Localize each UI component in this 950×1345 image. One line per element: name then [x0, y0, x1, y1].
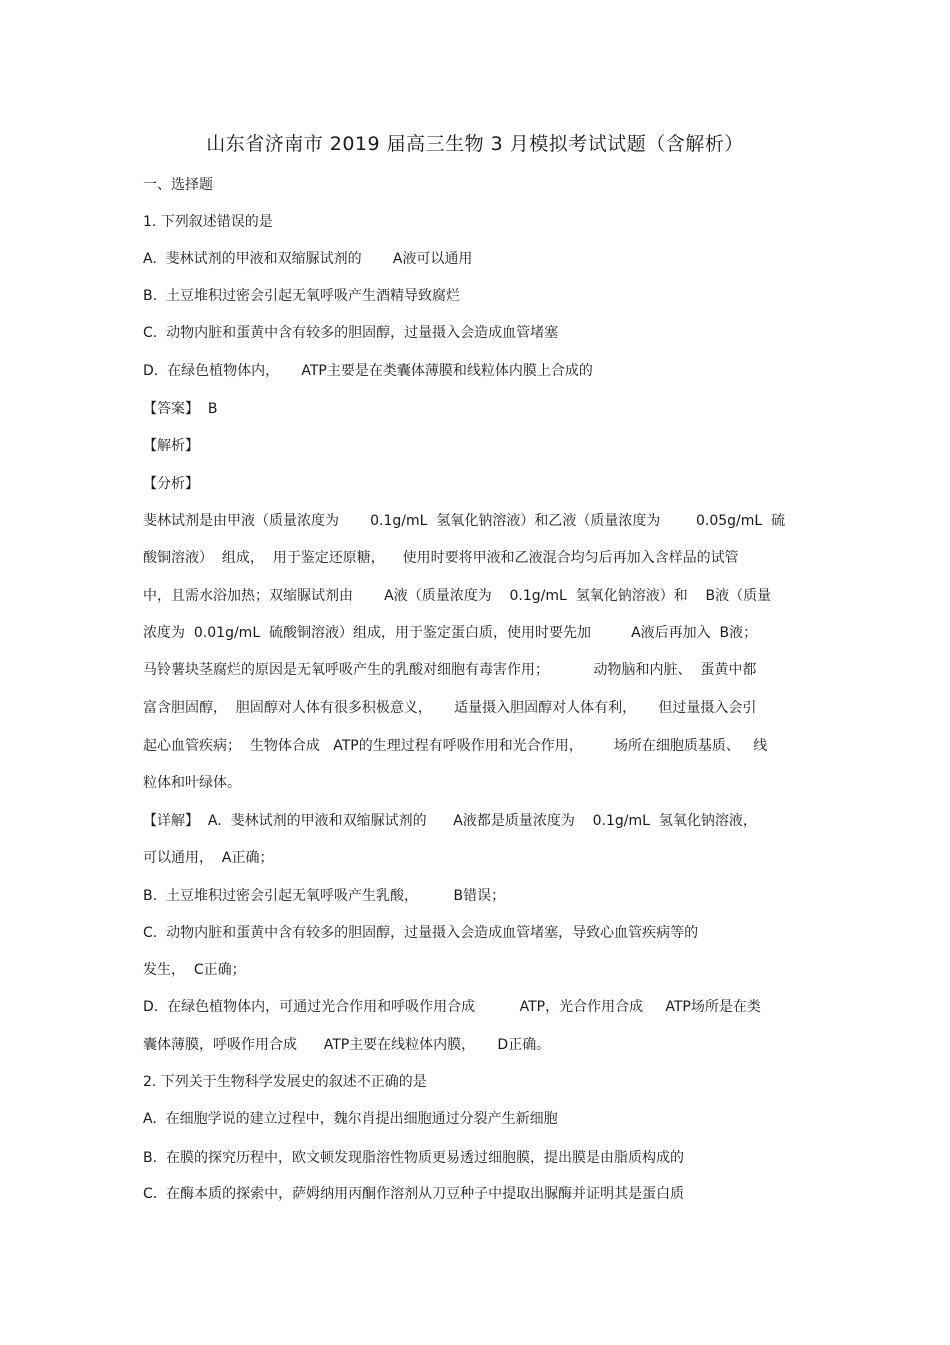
analysis-text-line: 起心血管疾病； 生物体合成 ATP的生理过程有呼吸作用和光合作用， 场所在细胞质基质、 线: [143, 738, 768, 754]
detail-text-line: 可以通用， A正确；: [143, 850, 274, 866]
analysis-text-line: 马铃薯块茎腐烂的原因是无氧呼吸产生的乳酸对细胞有毒害作用； 动物脑和内脏、 蛋黄中都: [143, 662, 757, 678]
question-2-option-c: C. 在酶本质的探索中，萨姆纳用丙酮作溶剂从刀豆种子中提取出脲酶并证明其是蛋白质: [143, 1186, 685, 1202]
question-1-option-c: C. 动物内脏和蛋黄中含有较多的胆固醇，过量摄入会造成血管堵塞: [143, 325, 559, 341]
analysis-heading: 【分析】: [143, 476, 199, 492]
analysis-text-line: 浓度为 0.01g/mL 硫酸铜溶液）组成，用于鉴定蛋白质，使用时要先加 A液后再加入 B液；: [143, 625, 758, 641]
analysis-text-line: 斐林试剂是由甲液（质量浓度为 0.1g/mL 氢氧化钠溶液）和乙液（质量浓度为 0.05g/mL 硫: [143, 513, 786, 529]
analysis-text-line: 中，且需水浴加热；双缩脲试剂由 A液（质量浓度为 0.1g/mL 氢氧化钠溶液）和 B液（质量: [143, 588, 772, 604]
analysis-text-line: 富含胆固醇， 胆固醇对人体有很多积极意义， 适量摄入胆固醇对人体有利， 但过量摄入会引: [143, 700, 757, 716]
question-2-option-b: B. 在膜的探究历程中，欧文顿发现脂溶性物质更易透过细胞膜，提出膜是由脂质构成的: [143, 1150, 684, 1166]
detail-text-line: C. 动物内脏和蛋黄中含有较多的胆固醇，过量摄入会造成血管堵塞，导致心血管疾病等的: [143, 925, 699, 941]
answer-line: 【答案】 B: [143, 401, 218, 417]
question-1-stem: 1. 下列叙述错误的是: [143, 214, 273, 230]
question-1-option-b: B. 土豆堆积过密会引起无氧呼吸产生酒精导致腐烂: [143, 288, 460, 304]
analysis-text-line: 粒体和叶绿体。: [143, 775, 241, 791]
analysis-text-line: 酸铜溶液） 组成， 用于鉴定还原糖， 使用时要将甲液和乙液混合均匀后再加入含样品的试管: [143, 550, 739, 566]
detail-text-line: D. 在绿色植物体内，可通过光合作用和呼吸作用合成 ATP，光合作用合成 ATP场所是在类: [143, 999, 761, 1015]
detail-text-line: 发生， C正确；: [143, 962, 246, 978]
question-1-option-a: A. 斐林试剂的甲液和双缩脲试剂的 A液可以通用: [143, 251, 473, 267]
question-2-option-a: A. 在细胞学说的建立过程中，魏尔肖提出细胞通过分裂产生新细胞: [143, 1111, 558, 1127]
section-heading: 一、选择题: [143, 177, 213, 193]
question-2-stem: 2. 下列关于生物科学发展史的叙述不正确的是: [143, 1074, 427, 1090]
explanation-heading: 【解析】: [143, 438, 199, 454]
detail-text-line: B. 土豆堆积过密会引起无氧呼吸产生乳酸， B错误；: [143, 888, 506, 904]
detail-text-line: 囊体薄膜，呼吸作用合成 ATP主要在线粒体内膜， D正确。: [143, 1037, 551, 1053]
question-1-option-d: D. 在绿色植物体内， ATP主要是在类囊体薄膜和线粒体内膜上合成的: [143, 363, 593, 379]
document-title: 山东省济南市 2019 届高三生物 3 月模拟考试试题（含解析）: [206, 133, 744, 155]
detail-text-line: 【详解】 A. 斐林试剂的甲液和双缩脲试剂的 A液都是质量浓度为 0.1g/mL 氢氧化钠溶液，: [143, 813, 757, 829]
